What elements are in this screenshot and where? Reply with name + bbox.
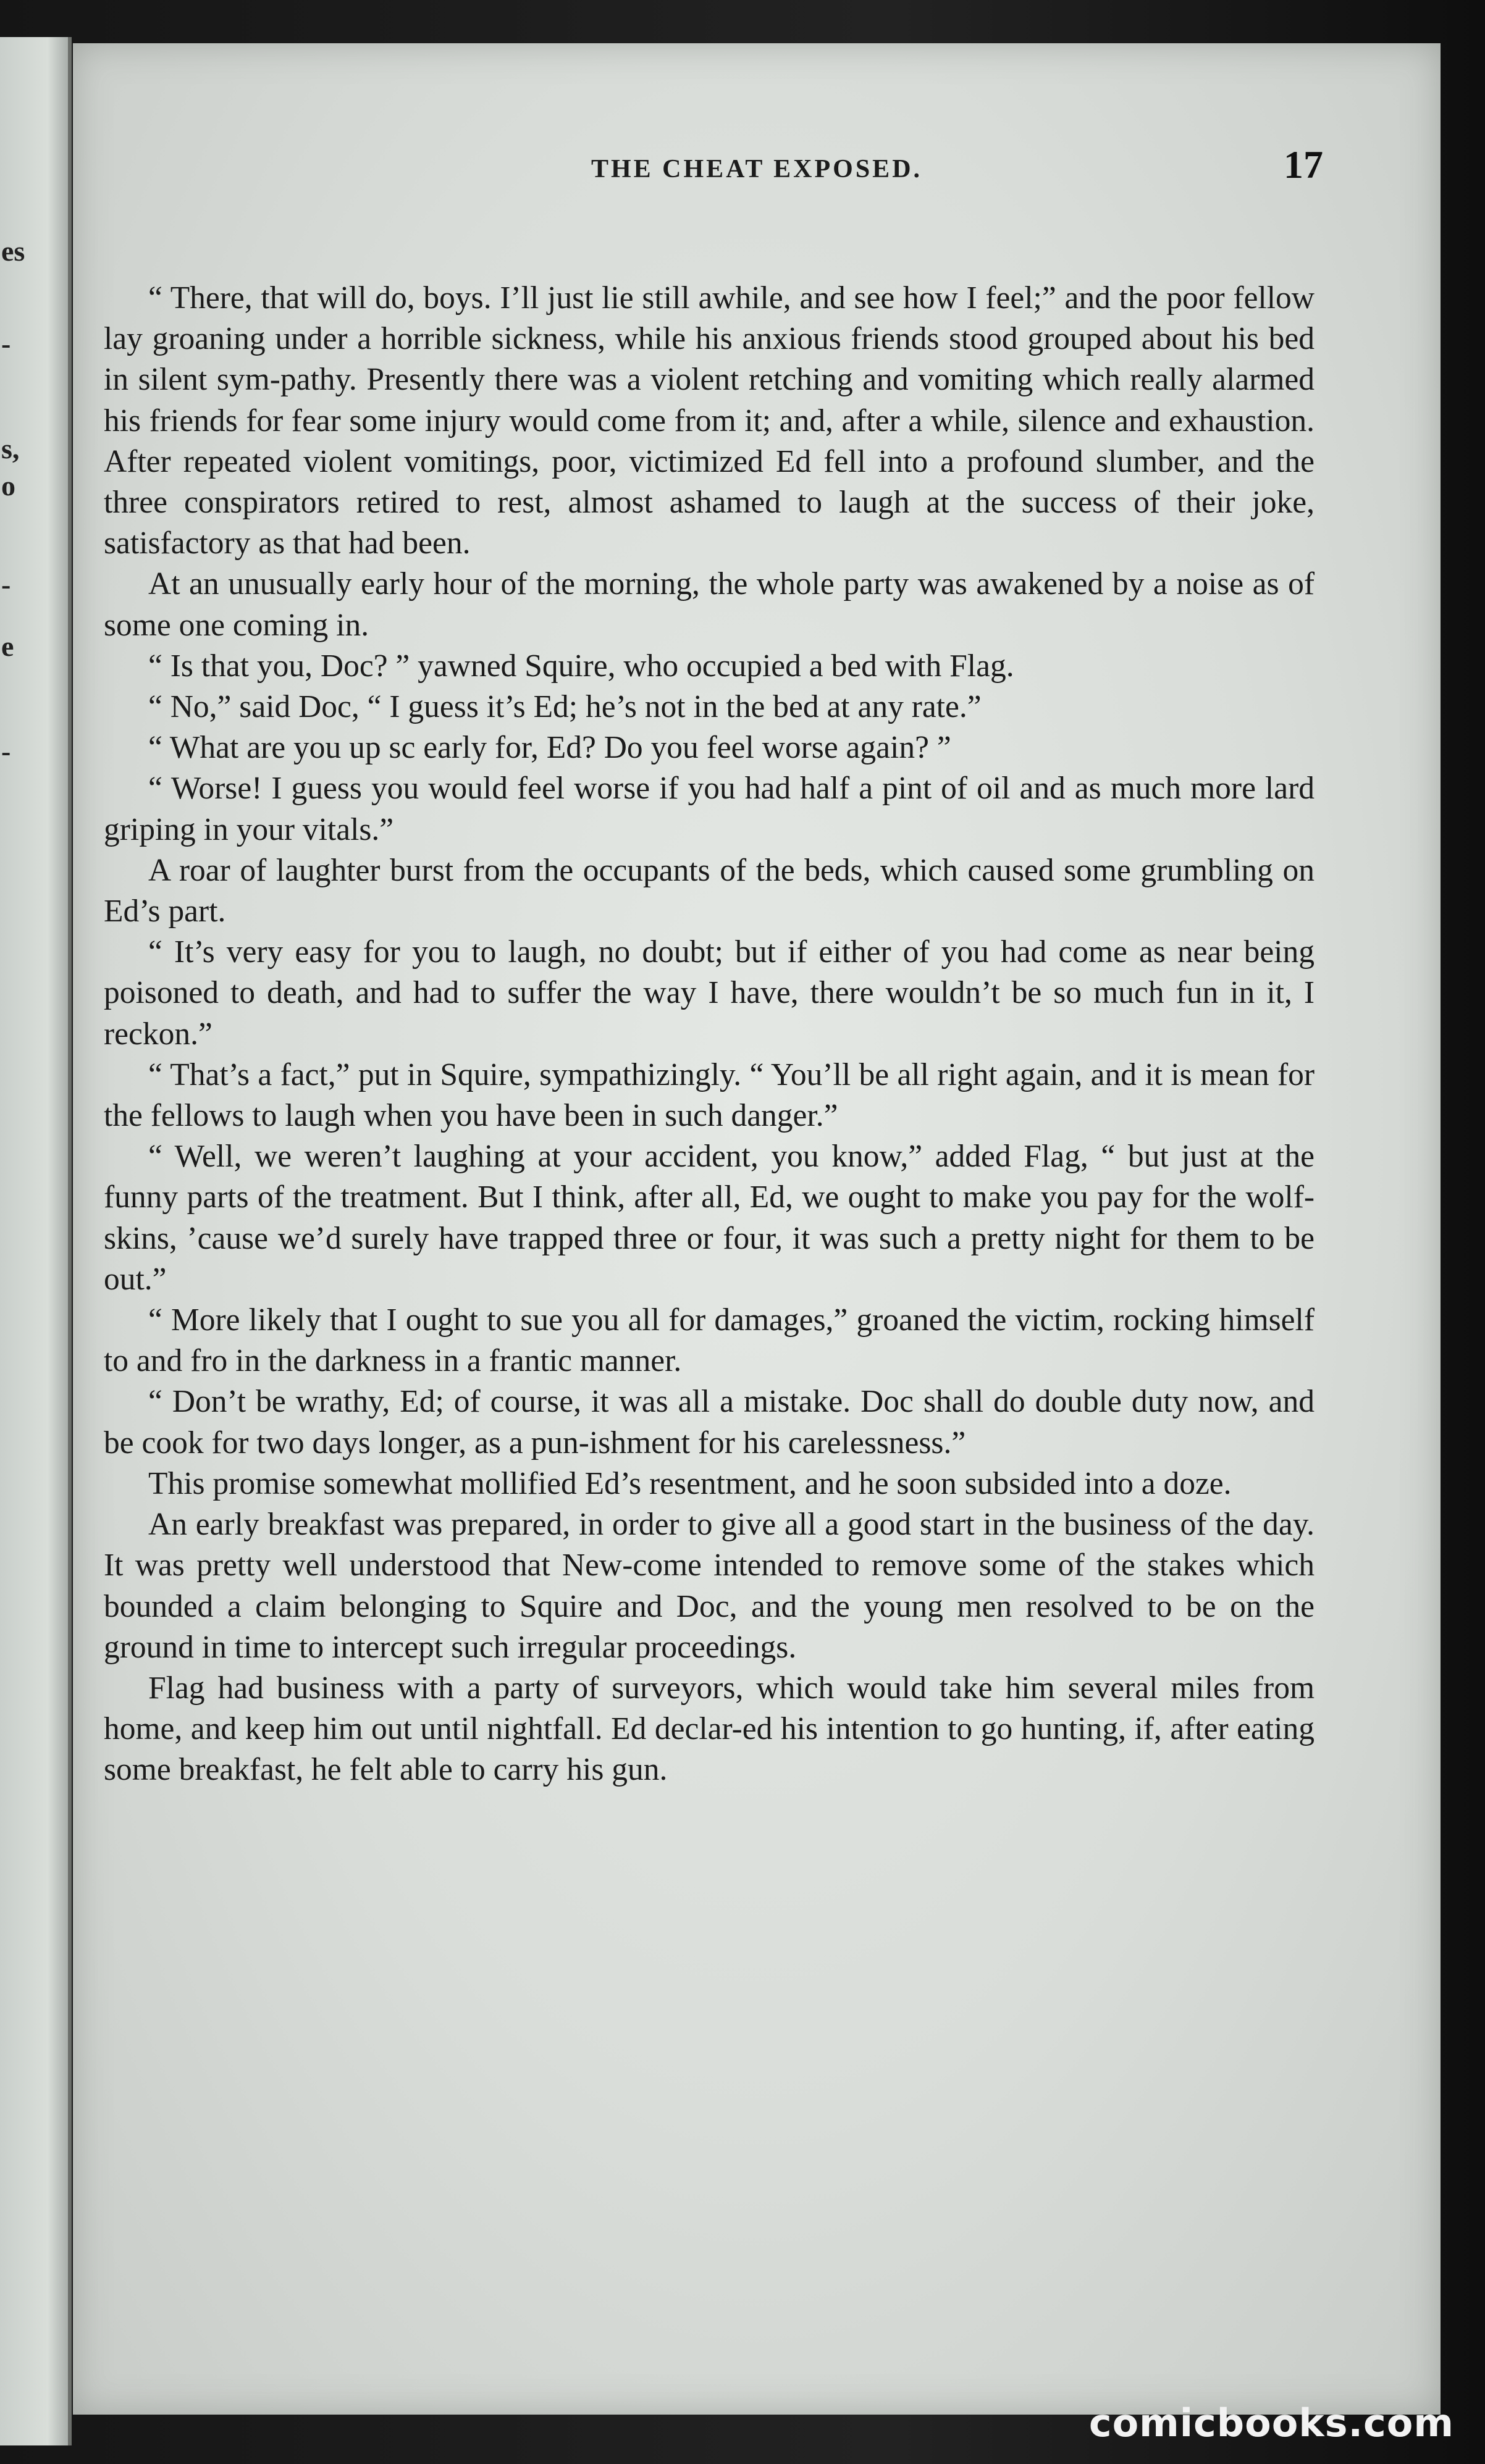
facing-page-fragment: es: [1, 235, 25, 267]
paragraph: “ Is that you, Doc? ” yawned Squire, who occupied a bed with Flag.: [148, 648, 1014, 684]
paragraph: “ Well, we weren’t laughing at your accident, you know,” added Flag, “ but just at the funny parts of the treatment. But I think, after all, Ed, we ought to make you pay for the wolf-skins, ’cause we’d surely have trapped three or four, it was such a pretty night for them to be out.”: [104, 1139, 1315, 1297]
paragraph: Flag had business with a party of surveyors, which would take him several miles from home, and keep him out until nightfall. Ed declar-ed his intention to go hunting, if, after eating some breakfast, he felt able to carry his gun.: [104, 1670, 1315, 1788]
paragraph: “ It’s very easy for you to laugh, no doubt; but if either of you had come as near being poisoned to death, and had to suffer the way I have, there wouldn’t be so much fun in it, I reckon.”: [104, 934, 1315, 1052]
facing-page-fragment: -: [1, 328, 11, 359]
paragraph: “ Don’t be wrathy, Ed; of course, it was all a mistake. Doc shall do double duty now, and be cook for two days longer, as a pun-ishment for his carelessness.”: [104, 1384, 1315, 1460]
paragraph: “ Worse! I guess you would feel worse if you had half a pint of oil and as much more lard griping in your vitals.”: [104, 771, 1315, 847]
watermark: comicbooks.com: [1088, 2400, 1454, 2445]
running-head: THE CHEAT EXPOSED.: [591, 155, 923, 183]
paragraph: This promise somewhat mollified Ed’s resentment, and he soon subsided into a doze.: [148, 1465, 1232, 1501]
paragraph: “ More likely that I ought to sue you all for damages,” groaned the victim, rocking himself to and fro in the darkness in a frantic manner.: [104, 1302, 1315, 1379]
body-text: [104, 278, 1315, 1791]
paragraph: A roar of laughter burst from the occupants of the beds, which caused some grumbling on Ed’s part.: [104, 852, 1315, 929]
facing-page-fragment: o: [1, 470, 15, 501]
paragraph: “ There, that will do, boys. I’ll just lie still awhile, and see how I feel;” and the poor fellow lay groaning under a horrible sickness, while his anxious friends stood grouped about his bed in silent sym-pathy. Presently there was a violent retching and vomiting which really alarmed his friends for fear some injury would come from it; and, after a while, silence and exhaustion. After repeated violent vomitings, poor, victimized Ed fell into a profound slumber, and the three conspirators retired to rest, almost ashamed to laugh at the success of their joke, satisfactory as that had been.: [104, 280, 1315, 561]
paragraph: “ That’s a fact,” put in Squire, sympathizingly. “ You’ll be all right again, and it is mean for the fellows to laugh when you have been in such danger.”: [104, 1057, 1315, 1134]
page-number: 17: [1284, 143, 1323, 186]
paragraph: “ No,” said Doc, “ I guess it’s Ed; he’s not in the bed at any rate.”: [148, 689, 982, 725]
paragraph: “ What are you up sc early for, Ed? Do you feel worse again? ”: [148, 730, 951, 766]
facing-page-fragment: s,: [1, 433, 20, 464]
facing-page-fragment: -: [1, 569, 11, 600]
paragraph: An early breakfast was prepared, in order to give all a good start in the business of the day. It was pretty well understood that New-come intended to remove some of the stakes which bounded a claim belonging to Squire and Doc, and the young men resolved to be on the ground in time to intercept such irregular proceedings.: [104, 1507, 1315, 1665]
facing-page-fragment: e: [1, 631, 14, 662]
facing-page-edge: [0, 37, 72, 2445]
paragraph: At an unusually early hour of the morning, the whole party was awakened by a noise as of some one coming in.: [104, 566, 1315, 643]
book-page: [73, 43, 1441, 2415]
facing-page-fragment: -: [1, 735, 11, 767]
